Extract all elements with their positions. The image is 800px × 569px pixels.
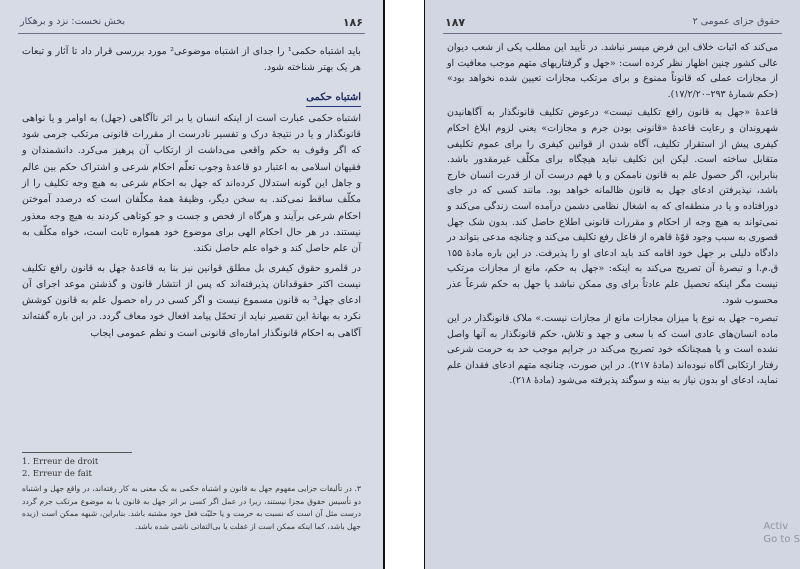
os-activation-watermark: Activ Go to S <box>763 521 800 545</box>
left-page-body <box>22 44 361 345</box>
left-intro: باید اشتباه حکمی¹ را جدای از اشتباه موضوعی² مورد بررسی قرار داد تا آثار و تبعات هر یک بهتر شناخته شود. <box>22 46 361 74</box>
footnote-3: ۳. در تألیفات جزایی مفهوم جهل به قانون و اشتباه حکمی به یک معنی به کار رفته‌اند، در واقع جهل و اشتباه دو تأسیس حقوق مجزا نیستند، زیرا در عمل اگر کسی بر اثر جهل به قانون یا به موضوع مرتکب جرم گردد درست مثل آن است که نسبت به حرمت و یا حلیّت فعل خود مشتبه باشد. بنابراین، شبهه ممکن است (زیده جهل باشد، کما اینکه ممکن است از غفلت یا بی‌التفاتی ناشی شده باشد. <box>22 484 361 531</box>
left-paragraph-1: اشتباه حکمی عبارت است از اینکه انسان یا بر اثر ناآگاهی (جهل) به اوامر و یا نواهی قانونگذار و یا در نتیجهٔ درک و تفسیر نادرست از مقررات قانونی مرتکب جرمی شود که اگر وقوف به حکم واقعی می‌داشت از ارتکاب آن پرهیز می‌کرد. دانشمندان و فقیهان اسلامی به اعتبار دو قاعدهٔ وجوب تعلّم احکام شرعی و اشتراک حکم بین عالم و جاهل این گونه استدلال کرده‌اند که جهل به احکام شرعی به هیچ وجه تکلیف را از مکلّف ساقط نمی‌کند. به سخن دیگر، وظیفهٔ همهٔ مکلّفان است که درصدد آموختن احکام شرعی برآیند و هرگاه از فحص و جست و جو کوتاهی کردند به هیچ وجه معذور نیستند. در هر حال احکام الهی برای موضوع خود همواره ثابت است، خواه مکلّف به آن علم حاصل کند و خواه علم حاصل نکند. <box>22 112 361 255</box>
left-page-header <box>20 16 363 34</box>
footnote-2: 2. Erreur de fait <box>22 469 92 479</box>
left-header-rule <box>18 33 365 34</box>
right-paragraph-2: قاعدهٔ «جهل به قانون رافع تکلیف نیست» درعوض تکلیف قانونگذار به آگاهانیدن شهروندان و رعایت قاعدهٔ «قانونی بودن جرم و مجازات» یعنی لزوم ابلاغ احکام کیفری پیش از استقرار تکلیف، آگاه شدن از قوانین کیفری را برای عموم تکلیفی متقابل ساخته است. لیکن این تکلیف نباید هیچگاه برای مکلّف غیرمقدور باشد. بنابراین، اگر حصول علم به قانون ناممکن و یا فهم درست آن از قدرت انسان خارج باشد، نپذیرفتن ادعای جهل به قانون ظالمانه خواهد بود. مانند کسی که در جای دورافتاده و یا در منطقه‌ای که به اشغال نظامی دشمن درآمده است زندگی می‌کند و نمی‌تواند به هیچ وجه از احکام و مقررات قانونی اطلاع حاصل کند. بدون شک جهل قصوری به سبب وجود قوّهٔ قاهره از فاعل رفع تکلیف می‌کند و چنانچه مدعی بتواند در دادگاه دلیلی بر جهل خود اقامه کند باید ادعای او را پذیرفت. در این باره مادهٔ ۱۵۵ ق.م.ا و تبصرهٔ آن تصریح می‌کند به اینکه: «جهل به حکم، مانع از مجازات مرتکب نیست مگر اینکه تحصیل علم عادتاً برای وی ممکن نباشد یا جهل به حکم شرعاً عذر محسوب شود. <box>447 107 778 306</box>
right-header-rule <box>443 33 782 34</box>
right-page-body <box>447 40 778 392</box>
left-page <box>0 0 383 569</box>
left-page-number: ۱۸۶ <box>342 16 363 29</box>
footnote-rule <box>22 452 132 453</box>
page-gap <box>385 0 424 569</box>
left-paragraph-2: در قلمرو حقوق کیفری بل مطلق قوانین نیز بنا به قاعدهٔ جهل به قانون رافع تکلیف نیست اکثر حقوقدانان پذیرفته‌اند که پس از انتشار قانون و گذشتن موعد اجرای آن ادعای جهل³ به قانون مسموع نیست و اگر کسی در راه حصول علم به قانون کوشش نکرد به بهانهٔ این تقصیر نباید از تحمّل پیامد افعال خود معاف گردد. در این باره گفته‌اند آگاهی به احکام قانونگذار اماره‌ای قانونی است و نظم عمومی ایجاب <box>22 262 361 339</box>
right-paragraph-3: تبصره– جهل به نوع یا میزان مجازات مانع از مجازات نیست.» ملاک قانونگذار در این ماده انسان‌های عادی است که با سعی و جهد و تلاش، حکم قانونگذار به آنها واصل نشده است و یا همچنانکه خود تصریح می‌کند در جرایم موجب حد به حرمت شرعی رفتار ارتکابی آگاه نبوده‌اند (مادهٔ ۲۱۷). در این صورت، چنانچه متهم ادعای فقدان علم نماید، ادعای او بدون نیاز به بینه و سوگند پذیرفته می‌شود (مادهٔ ۲۱۸). <box>447 313 779 387</box>
section-title-mistake-of-law: اشتباه حکمی <box>306 90 361 107</box>
right-page <box>425 0 800 569</box>
right-page-header <box>445 16 780 34</box>
right-running-title: حقوق جزای عمومی ۲ <box>692 16 780 27</box>
footnotes-latin <box>22 456 98 480</box>
right-page-number: ۱۸۷ <box>445 16 466 29</box>
page-divider-left <box>383 0 385 569</box>
right-paragraph-1: می‌کند که اثبات خلاف این فرض میسر نباشد. در تأیید این مطلب یکی از شعب دیوان عالی کشور چنین اظهار نظر کرده است: «جهل و گرفتاریهای متهم موجب معافیت او از مجازات عملی که قانوناً ممنوع و برای مرتکب مجازات تعیین شده نخواهد بود» (حکم شمارهٔ ۲۹۳–۱۷/۲/۲۰). <box>447 42 778 100</box>
footnote-1: 1. Erreur de droit <box>22 457 99 467</box>
left-running-title: بخش نخست: نزد و برهکار <box>20 16 126 27</box>
